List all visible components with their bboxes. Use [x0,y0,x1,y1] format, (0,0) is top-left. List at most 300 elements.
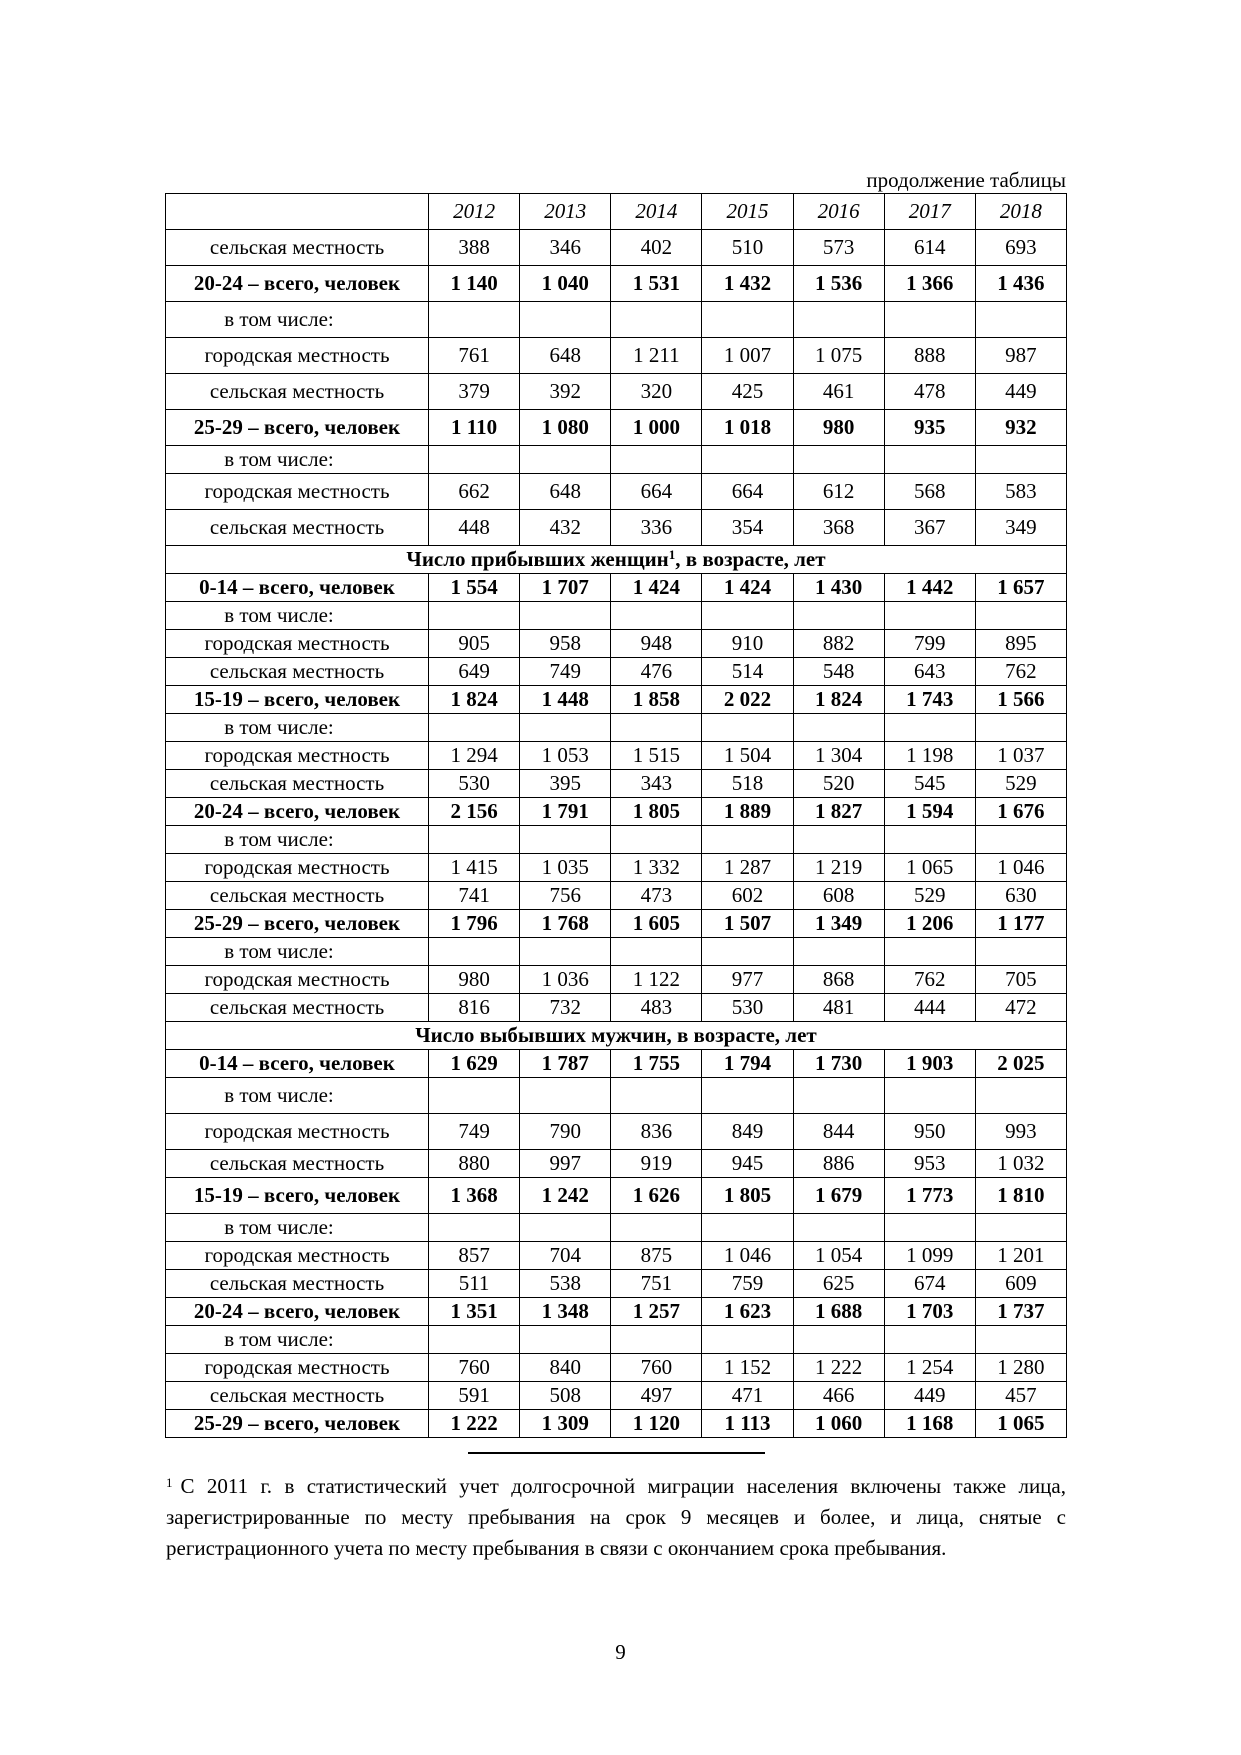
value-cell: 461 [793,374,884,410]
year-header: 2015 [702,194,793,230]
value-cell: 749 [520,658,611,686]
subheading-row [166,1326,1067,1354]
row-label: в том числе: [166,602,429,630]
row-label: 20-24 – всего, человек [166,798,429,826]
value-cell [975,446,1066,474]
value-cell: 518 [702,770,793,798]
value-cell [884,446,975,474]
value-cell: 1 805 [702,1178,793,1214]
value-cell: 1 903 [884,1050,975,1078]
year-header: 2018 [975,194,1066,230]
subheading-row [166,826,1067,854]
table-row [166,630,1067,658]
value-cell: 1 349 [793,910,884,938]
value-cell [702,1078,793,1114]
value-cell: 1 198 [884,742,975,770]
value-cell [793,826,884,854]
value-cell: 1 794 [702,1050,793,1078]
value-cell: 948 [611,630,702,658]
row-label: городская местность [166,1242,429,1270]
value-cell [793,1214,884,1242]
table-row [166,1354,1067,1382]
row-label: 25-29 – всего, человек [166,410,429,446]
value-cell: 472 [975,994,1066,1022]
value-cell: 840 [520,1354,611,1382]
value-cell [611,602,702,630]
row-label: городская местность [166,854,429,882]
value-cell: 704 [520,1242,611,1270]
value-cell: 1 054 [793,1242,884,1270]
value-cell [793,714,884,742]
value-cell: 1 554 [429,574,520,602]
value-cell: 749 [429,1114,520,1150]
row-label: в том числе: [166,714,429,742]
row-label: сельская местность [166,658,429,686]
value-cell [611,938,702,966]
subheading-row [166,938,1067,966]
page-number: 9 [615,1640,626,1664]
value-cell: 1 688 [793,1298,884,1326]
value-cell: 1 424 [611,574,702,602]
value-cell: 868 [793,966,884,994]
table-row [166,742,1067,770]
value-cell: 1 737 [975,1298,1066,1326]
value-cell: 1 436 [975,266,1066,302]
table-row [166,1270,1067,1298]
row-label: в том числе: [166,1326,429,1354]
row-label: городская местность [166,1354,429,1382]
value-cell: 478 [884,374,975,410]
value-cell: 568 [884,474,975,510]
value-cell: 1 796 [429,910,520,938]
row-label: 0-14 – всего, человек [166,1050,429,1078]
value-cell [702,1214,793,1242]
value-cell [975,1326,1066,1354]
section-heading [166,1022,1067,1050]
value-cell [611,1326,702,1354]
value-cell: 1 000 [611,410,702,446]
value-cell: 1 605 [611,910,702,938]
value-cell: 1 120 [611,1410,702,1438]
value-cell: 1 075 [793,338,884,374]
value-cell: 591 [429,1382,520,1410]
value-cell: 530 [429,770,520,798]
row-label: городская местность [166,742,429,770]
value-cell: 392 [520,374,611,410]
value-cell [884,826,975,854]
value-cell: 1 201 [975,1242,1066,1270]
value-cell [611,714,702,742]
subheading-row [166,446,1067,474]
value-cell: 1 122 [611,966,702,994]
value-cell [793,1326,884,1354]
value-cell [793,302,884,338]
value-cell: 997 [520,1150,611,1178]
value-cell: 1 889 [702,798,793,826]
row-label: в том числе: [166,302,429,338]
value-cell: 919 [611,1150,702,1178]
value-cell: 953 [884,1150,975,1178]
section-heading [166,546,1067,574]
subheading-row [166,302,1067,338]
value-cell [429,446,520,474]
section-heading-row [166,1022,1067,1050]
row-label: сельская местность [166,882,429,910]
value-cell: 1 304 [793,742,884,770]
total-row [166,1178,1067,1214]
value-cell: 1 222 [793,1354,884,1382]
value-cell: 1 018 [702,410,793,446]
value-cell: 612 [793,474,884,510]
value-cell: 1 629 [429,1050,520,1078]
value-cell: 1 065 [975,1410,1066,1438]
value-cell: 662 [429,474,520,510]
table-row [166,1242,1067,1270]
value-cell: 425 [702,374,793,410]
value-cell [520,826,611,854]
value-cell: 1 222 [429,1410,520,1438]
value-cell: 1 442 [884,574,975,602]
value-cell [520,602,611,630]
value-cell: 977 [702,966,793,994]
value-cell: 1 080 [520,410,611,446]
value-cell: 395 [520,770,611,798]
value-cell [520,938,611,966]
value-cell: 368 [793,510,884,546]
value-cell: 705 [975,966,1066,994]
section-heading-row [166,546,1067,574]
value-cell: 674 [884,1270,975,1298]
value-cell: 2 156 [429,798,520,826]
value-cell: 483 [611,994,702,1022]
value-cell: 910 [702,630,793,658]
value-cell: 1 810 [975,1178,1066,1214]
value-cell: 945 [702,1150,793,1178]
row-label: 0-14 – всего, человек [166,574,429,602]
value-cell: 1 060 [793,1410,884,1438]
value-cell: 608 [793,882,884,910]
subheading-row [166,714,1067,742]
value-cell: 1 257 [611,1298,702,1326]
table-row [166,1382,1067,1410]
row-label: сельская местность [166,1382,429,1410]
value-cell [793,446,884,474]
value-cell: 1 254 [884,1354,975,1382]
value-cell: 1 032 [975,1150,1066,1178]
value-cell: 388 [429,230,520,266]
year-header: 2012 [429,194,520,230]
value-cell: 1 287 [702,854,793,882]
value-cell: 1 035 [520,854,611,882]
header-label-cell [166,194,429,230]
value-cell: 466 [793,1382,884,1410]
value-cell [975,938,1066,966]
value-cell: 449 [975,374,1066,410]
value-cell: 1 787 [520,1050,611,1078]
year-header: 2016 [793,194,884,230]
continuation-note: продолжение таблицы [866,168,1066,192]
table-row [166,1114,1067,1150]
value-cell [702,1326,793,1354]
total-row [166,686,1067,714]
value-cell: 790 [520,1114,611,1150]
row-label: в том числе: [166,1214,429,1242]
value-cell: 1 040 [520,266,611,302]
value-cell: 343 [611,770,702,798]
value-cell: 449 [884,1382,975,1410]
value-cell [702,602,793,630]
value-cell: 741 [429,882,520,910]
value-cell [429,1326,520,1354]
row-label: городская местность [166,474,429,510]
row-label: 25-29 – всего, человек [166,910,429,938]
value-cell: 497 [611,1382,702,1410]
value-cell: 444 [884,994,975,1022]
value-cell: 1 053 [520,742,611,770]
value-cell: 1 140 [429,266,520,302]
value-cell: 625 [793,1270,884,1298]
value-cell [975,302,1066,338]
value-cell: 932 [975,410,1066,446]
value-cell: 548 [793,658,884,686]
value-cell: 836 [611,1114,702,1150]
value-cell: 1 773 [884,1178,975,1214]
table-row [166,230,1067,266]
total-row [166,798,1067,826]
value-cell [520,1078,611,1114]
value-cell: 751 [611,1270,702,1298]
row-label: 20-24 – всего, человек [166,266,429,302]
value-cell: 1 046 [975,854,1066,882]
value-cell: 762 [975,658,1066,686]
value-cell: 520 [793,770,884,798]
table-row [166,374,1067,410]
value-cell: 958 [520,630,611,658]
value-cell [975,602,1066,630]
value-cell: 993 [975,1114,1066,1150]
value-cell: 473 [611,882,702,910]
value-cell: 2 025 [975,1050,1066,1078]
value-cell: 1 211 [611,338,702,374]
value-cell: 476 [611,658,702,686]
value-cell: 1 113 [702,1410,793,1438]
table-row [166,882,1067,910]
value-cell: 1 037 [975,742,1066,770]
year-header: 2013 [520,194,611,230]
value-cell: 1 626 [611,1178,702,1214]
value-cell: 693 [975,230,1066,266]
value-cell: 1 703 [884,1298,975,1326]
value-cell: 1 309 [520,1410,611,1438]
footnote-divider [468,1452,765,1454]
section-heading-text: Число прибывших женщин [406,547,669,571]
value-cell [884,1214,975,1242]
subheading-row [166,1214,1067,1242]
value-cell [611,1214,702,1242]
value-cell: 816 [429,994,520,1022]
row-label: сельская местность [166,230,429,266]
value-cell: 987 [975,338,1066,374]
subheading-row [166,602,1067,630]
value-cell: 849 [702,1114,793,1150]
table-row [166,1150,1067,1178]
total-row [166,1050,1067,1078]
value-cell: 529 [884,882,975,910]
value-cell: 432 [520,510,611,546]
value-cell: 354 [702,510,793,546]
value-cell: 1 368 [429,1178,520,1214]
value-cell [975,826,1066,854]
value-cell [429,714,520,742]
value-cell [429,1078,520,1114]
value-cell: 1 676 [975,798,1066,826]
value-cell: 649 [429,658,520,686]
value-cell: 630 [975,882,1066,910]
value-cell: 1 768 [520,910,611,938]
footnote-text: С 2011 г. в статистический учет долгосрочной миграции населения включены также лица, зарегистрированные по месту пребывания на срок 9 месяцев и более, и лица, снятые с регистрационного учета по месту пребывания в связи с окончанием срока пребывания. [166,1474,1066,1560]
value-cell: 1 351 [429,1298,520,1326]
value-cell [520,714,611,742]
value-cell [702,938,793,966]
value-cell: 1 504 [702,742,793,770]
value-cell: 609 [975,1270,1066,1298]
row-label: сельская местность [166,1150,429,1178]
value-cell: 1 430 [793,574,884,602]
value-cell: 1 206 [884,910,975,938]
value-cell: 583 [975,474,1066,510]
value-cell [884,602,975,630]
row-label: городская местность [166,966,429,994]
value-cell [793,938,884,966]
subheading-row [166,1078,1067,1114]
total-row [166,410,1067,446]
value-cell: 664 [702,474,793,510]
value-cell [520,1326,611,1354]
section-heading-text: Число выбывших мужчин, в возрасте, лет [415,1023,817,1047]
value-cell [429,826,520,854]
value-cell: 1 805 [611,798,702,826]
value-cell [975,1078,1066,1114]
value-cell [793,602,884,630]
value-cell: 1 507 [702,910,793,938]
value-cell: 529 [975,770,1066,798]
value-cell: 481 [793,994,884,1022]
value-cell: 511 [429,1270,520,1298]
value-cell: 648 [520,474,611,510]
value-cell [884,1326,975,1354]
row-label: 25-29 – всего, человек [166,1410,429,1438]
row-label: в том числе: [166,1078,429,1114]
value-cell: 2 022 [702,686,793,714]
total-row [166,910,1067,938]
value-cell: 346 [520,230,611,266]
value-cell: 1 743 [884,686,975,714]
row-label: сельская местность [166,1270,429,1298]
value-cell [702,446,793,474]
value-cell: 1 242 [520,1178,611,1214]
value-cell: 1 046 [702,1242,793,1270]
value-cell: 1 424 [702,574,793,602]
value-cell: 1 679 [793,1178,884,1214]
value-cell: 950 [884,1114,975,1150]
row-label: городская местность [166,1114,429,1150]
value-cell: 1 824 [429,686,520,714]
value-cell: 1 824 [793,686,884,714]
value-cell: 402 [611,230,702,266]
footnote-ref: 1 [668,547,676,562]
value-cell: 471 [702,1382,793,1410]
value-cell: 1 536 [793,266,884,302]
value-cell: 1 007 [702,338,793,374]
header-row [166,194,1067,230]
table-row [166,966,1067,994]
value-cell: 1 623 [702,1298,793,1326]
value-cell: 888 [884,338,975,374]
row-label: 15-19 – всего, человек [166,686,429,714]
total-row [166,1410,1067,1438]
year-header: 2017 [884,194,975,230]
value-cell: 1 348 [520,1298,611,1326]
value-cell [429,302,520,338]
value-cell: 538 [520,1270,611,1298]
value-cell: 514 [702,658,793,686]
value-cell: 980 [793,410,884,446]
value-cell: 1 448 [520,686,611,714]
row-label: сельская местность [166,510,429,546]
value-cell: 1 827 [793,798,884,826]
value-cell: 349 [975,510,1066,546]
total-row [166,1298,1067,1326]
value-cell: 732 [520,994,611,1022]
value-cell: 648 [520,338,611,374]
value-cell: 1 657 [975,574,1066,602]
value-cell: 1 707 [520,574,611,602]
value-cell: 844 [793,1114,884,1150]
value-cell: 935 [884,410,975,446]
value-cell [429,938,520,966]
value-cell: 573 [793,230,884,266]
value-cell [702,714,793,742]
row-label: городская местность [166,338,429,374]
value-cell: 1 219 [793,854,884,882]
table-row [166,658,1067,686]
value-cell: 1 791 [520,798,611,826]
value-cell: 1 415 [429,854,520,882]
value-cell: 875 [611,1242,702,1270]
value-cell: 1 531 [611,266,702,302]
value-cell: 614 [884,230,975,266]
value-cell: 980 [429,966,520,994]
value-cell: 1 594 [884,798,975,826]
value-cell: 643 [884,658,975,686]
value-cell [702,302,793,338]
value-cell: 756 [520,882,611,910]
row-label: в том числе: [166,826,429,854]
row-label: сельская местность [166,994,429,1022]
value-cell: 664 [611,474,702,510]
value-cell [884,1078,975,1114]
table-row [166,338,1067,374]
footnote [166,1467,1066,1564]
value-cell: 1 294 [429,742,520,770]
total-row [166,266,1067,302]
value-cell: 882 [793,630,884,658]
value-cell: 1 152 [702,1354,793,1382]
value-cell [793,1078,884,1114]
row-label: сельская местность [166,374,429,410]
value-cell [429,602,520,630]
value-cell: 545 [884,770,975,798]
